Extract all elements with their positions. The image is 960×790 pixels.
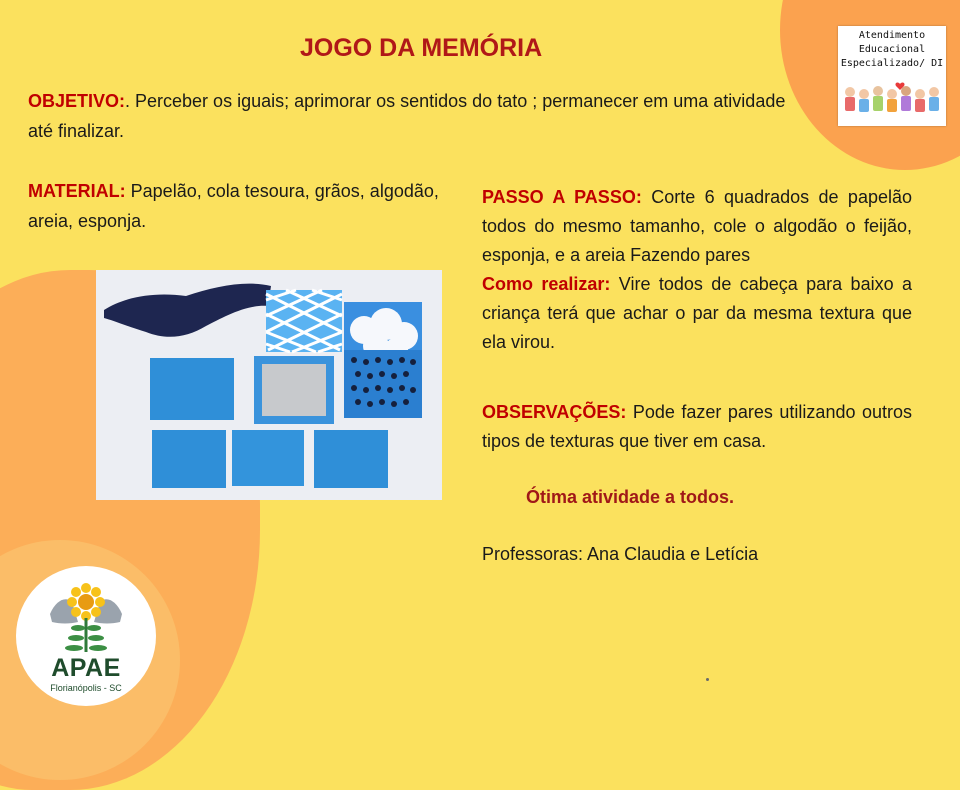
passo-a-passo-label: PASSO A PASSO: <box>482 187 642 207</box>
como-realizar-label: Como realizar: <box>482 274 611 294</box>
instructions-block <box>482 183 912 357</box>
aee-line-3: Especializado/ DI <box>840 58 944 69</box>
como-realizar-paragraph <box>482 270 912 357</box>
material-paragraph <box>28 176 448 236</box>
foam-tile-4 <box>314 430 388 488</box>
aee-line-2: Educacional <box>858 44 926 55</box>
apae-name: APAE <box>51 654 121 682</box>
passo-a-passo-paragraph <box>482 183 912 270</box>
observacoes-text: Pode fazer pares utilizando outros tipos de texturas que tiver em casa. <box>482 402 912 451</box>
aee-line-1: Atendimento <box>858 30 926 41</box>
children-illustration <box>840 82 944 124</box>
foam-tile-2 <box>152 430 226 488</box>
apae-city: Florianópolis - SC <box>50 683 122 693</box>
objetivo-label: OBJETIVO: <box>28 91 126 111</box>
page-title: JOGO DA MEMÓRIA <box>300 34 543 62</box>
small-dot <box>706 678 709 681</box>
materials-photo <box>96 270 442 500</box>
passo-a-passo-text: Corte 6 quadrados de papelão todos do mesmo tamanho, cole o algodão o feijão, esponja, e a areia Fazendo pares <box>482 187 913 265</box>
foam-tile-3 <box>232 430 304 486</box>
como-realizar-text: Vire todos de cabeça para baixo a criança terá que achar o par da mesma textura que ela virou. <box>482 274 912 352</box>
apae-logo <box>16 566 156 706</box>
foam-tile-1 <box>150 358 234 420</box>
observacoes-paragraph <box>482 398 912 456</box>
material-text: Papelão, cola tesoura, grãos, algodão, areia, esponja. <box>28 181 439 231</box>
objetivo-text: . Perceber os iguais; aprimorar os sentidos do tato ; permanecer em uma atividade até finalizar. <box>28 91 786 141</box>
aee-badge <box>838 26 946 126</box>
objetivo-paragraph <box>28 86 788 146</box>
teachers-credit: Professoras: Ana Claudia e Letícia <box>482 544 759 564</box>
material-label: MATERIAL: <box>28 181 126 201</box>
closing-message: Ótima atividade a todos. <box>526 487 735 507</box>
observacoes-label: OBSERVAÇÕES: <box>482 402 627 422</box>
aee-badge-text <box>838 29 946 71</box>
materials-photo-drawing <box>96 270 442 500</box>
apae-flower-hands-icon <box>46 578 126 654</box>
